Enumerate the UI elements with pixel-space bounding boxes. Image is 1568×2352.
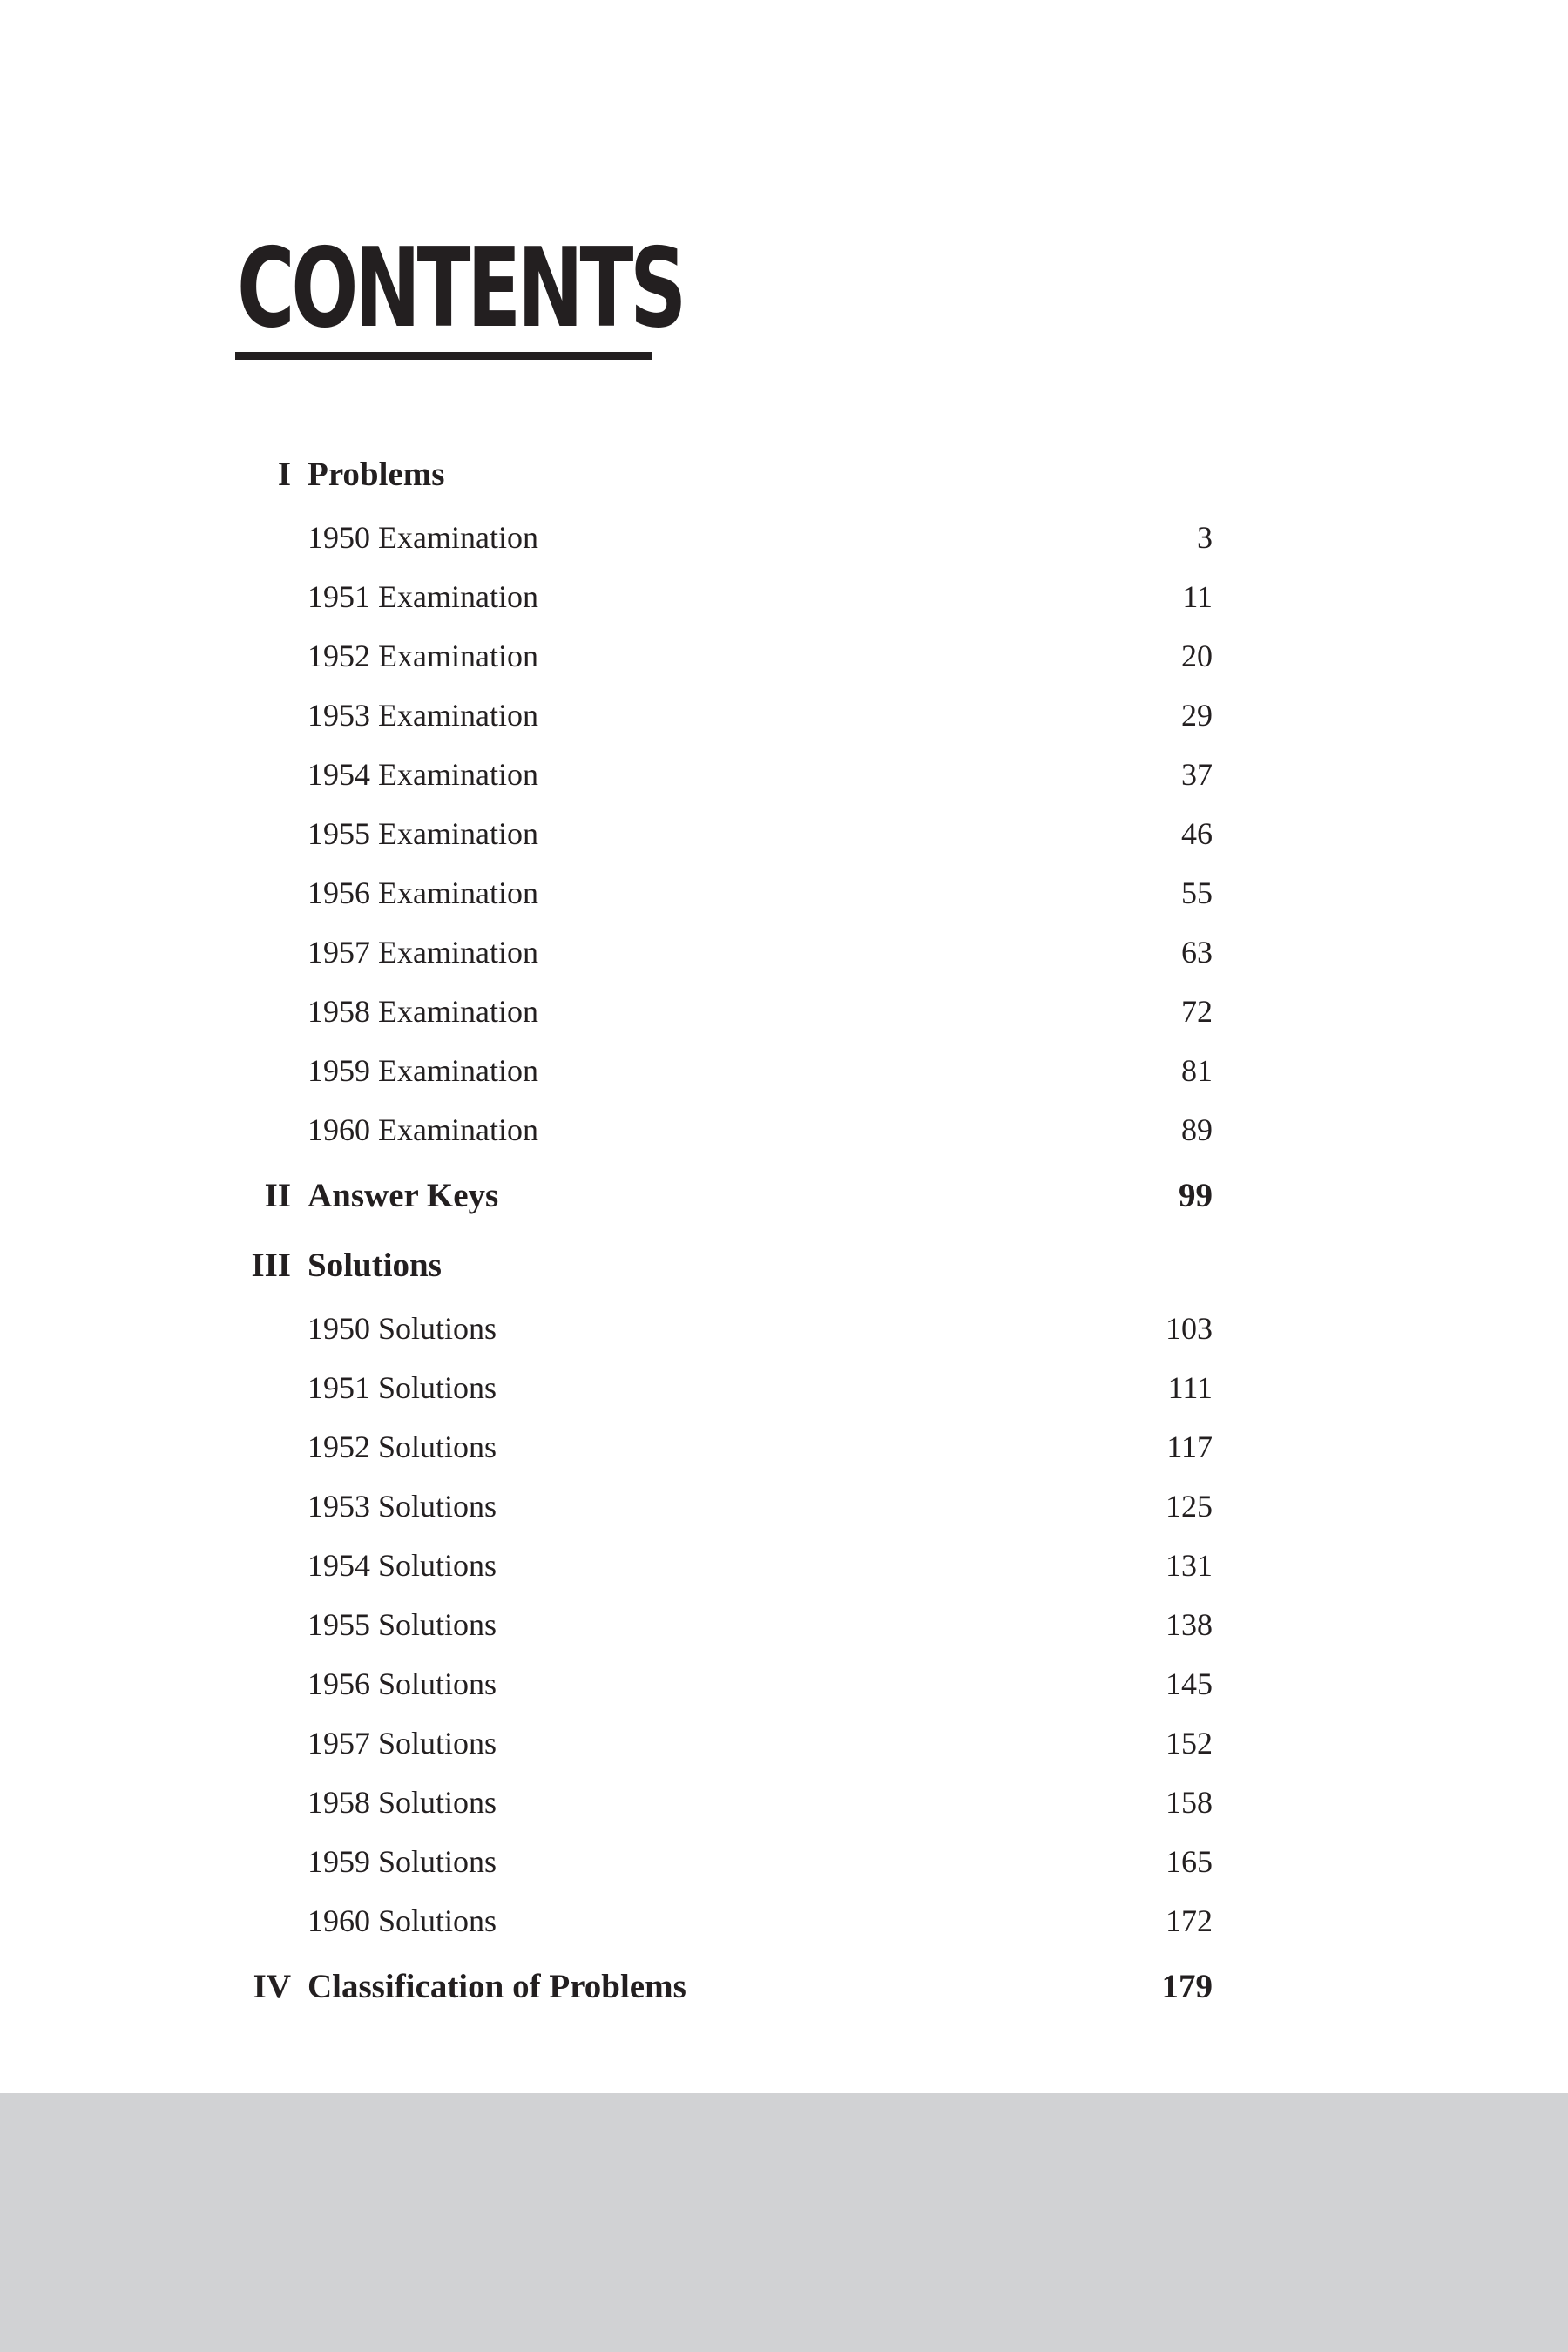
toc-entry[interactable] (0, 1899, 1568, 1943)
toc-entry[interactable] (0, 871, 1568, 915)
toc-entry[interactable] (0, 1484, 1568, 1528)
part-title: Classification of Problems (308, 1968, 686, 2005)
part-numeral: I (277, 456, 291, 493)
entry-page-number: 131 (1166, 1548, 1213, 1583)
entry-page-number: 138 (1166, 1607, 1213, 1642)
entry-page-number: 63 (1181, 935, 1213, 970)
toc-entry[interactable] (0, 693, 1568, 737)
entry-title: 1955 Solutions (308, 1607, 497, 1642)
toc-entry[interactable] (0, 634, 1568, 678)
toc-part-classification[interactable] (0, 1965, 1568, 2009)
entry-title: 1956 Solutions (308, 1666, 497, 1701)
toc-entry[interactable] (0, 1425, 1568, 1469)
part-title: Answer Keys (308, 1177, 499, 1214)
toc-part-problems[interactable] (0, 453, 1568, 497)
toc-entry[interactable] (0, 1366, 1568, 1409)
part-page-number: 99 (1179, 1177, 1213, 1214)
part-title: Solutions (308, 1247, 442, 1284)
toc-entry[interactable] (0, 1662, 1568, 1706)
toc-entry[interactable] (0, 575, 1568, 618)
toc-entry[interactable] (0, 930, 1568, 974)
toc-entry[interactable] (0, 1544, 1568, 1587)
toc-entry[interactable] (0, 516, 1568, 559)
toc-entry[interactable] (0, 1781, 1568, 1824)
entry-page-number: 158 (1166, 1785, 1213, 1820)
entry-title: 1953 Solutions (308, 1489, 497, 1524)
entry-title: 1957 Solutions (308, 1726, 497, 1761)
entry-page-number: 3 (1197, 520, 1213, 555)
entry-title: 1954 Examination (308, 757, 538, 792)
entry-title: 1960 Examination (308, 1112, 538, 1147)
entry-title: 1950 Examination (308, 520, 538, 555)
part-numeral: II (264, 1177, 291, 1214)
entry-title: 1958 Examination (308, 994, 538, 1029)
entry-page-number: 55 (1181, 875, 1213, 910)
entry-title: 1952 Solutions (308, 1429, 497, 1464)
entry-title: 1957 Examination (308, 935, 538, 970)
entry-title: 1951 Examination (308, 579, 538, 614)
toc-entry[interactable] (0, 1603, 1568, 1646)
entry-page-number: 11 (1182, 579, 1213, 614)
toc-entry[interactable] (0, 753, 1568, 796)
entry-title: 1950 Solutions (308, 1311, 497, 1346)
entry-page-number: 165 (1166, 1844, 1213, 1879)
toc-part-solutions[interactable] (0, 1244, 1568, 1288)
entry-page-number: 81 (1181, 1053, 1213, 1088)
entry-page-number: 145 (1166, 1666, 1213, 1701)
entry-title: 1959 Solutions (308, 1844, 497, 1879)
entry-title: 1958 Solutions (308, 1785, 497, 1820)
entry-page-number: 89 (1181, 1112, 1213, 1147)
entry-page-number: 29 (1181, 698, 1213, 733)
entry-page-number: 152 (1166, 1726, 1213, 1761)
footer-band (0, 2093, 1568, 2352)
entry-page-number: 46 (1181, 816, 1213, 851)
part-numeral: IV (253, 1968, 291, 2005)
toc-entry[interactable] (0, 1840, 1568, 1883)
toc-entry[interactable] (0, 812, 1568, 855)
part-page-number: 179 (1161, 1968, 1213, 2005)
entry-page-number: 103 (1166, 1311, 1213, 1346)
entry-title: 1959 Examination (308, 1053, 538, 1088)
entry-title: 1955 Examination (308, 816, 538, 851)
toc-entry[interactable] (0, 1108, 1568, 1152)
entry-title: 1960 Solutions (308, 1903, 497, 1938)
entry-title: 1953 Examination (308, 698, 538, 733)
entry-title: 1954 Solutions (308, 1548, 497, 1583)
entry-page-number: 72 (1181, 994, 1213, 1029)
entry-page-number: 111 (1167, 1370, 1213, 1405)
entry-page-number: 37 (1181, 757, 1213, 792)
toc-entry[interactable] (0, 1721, 1568, 1765)
entry-page-number: 172 (1166, 1903, 1213, 1938)
entry-title: 1956 Examination (308, 875, 538, 910)
toc-part-answer-keys[interactable] (0, 1174, 1568, 1218)
title-underline (235, 352, 652, 360)
page-title: CONTENTS (237, 224, 684, 352)
entry-title: 1952 Examination (308, 639, 538, 673)
toc-entry[interactable] (0, 1049, 1568, 1092)
toc-entry[interactable] (0, 1307, 1568, 1350)
part-numeral: III (251, 1247, 291, 1284)
entry-page-number: 20 (1181, 639, 1213, 673)
entry-page-number: 125 (1166, 1489, 1213, 1524)
part-title: Problems (308, 456, 445, 493)
toc-entry[interactable] (0, 990, 1568, 1033)
entry-title: 1951 Solutions (308, 1370, 497, 1405)
entry-page-number: 117 (1166, 1429, 1213, 1464)
